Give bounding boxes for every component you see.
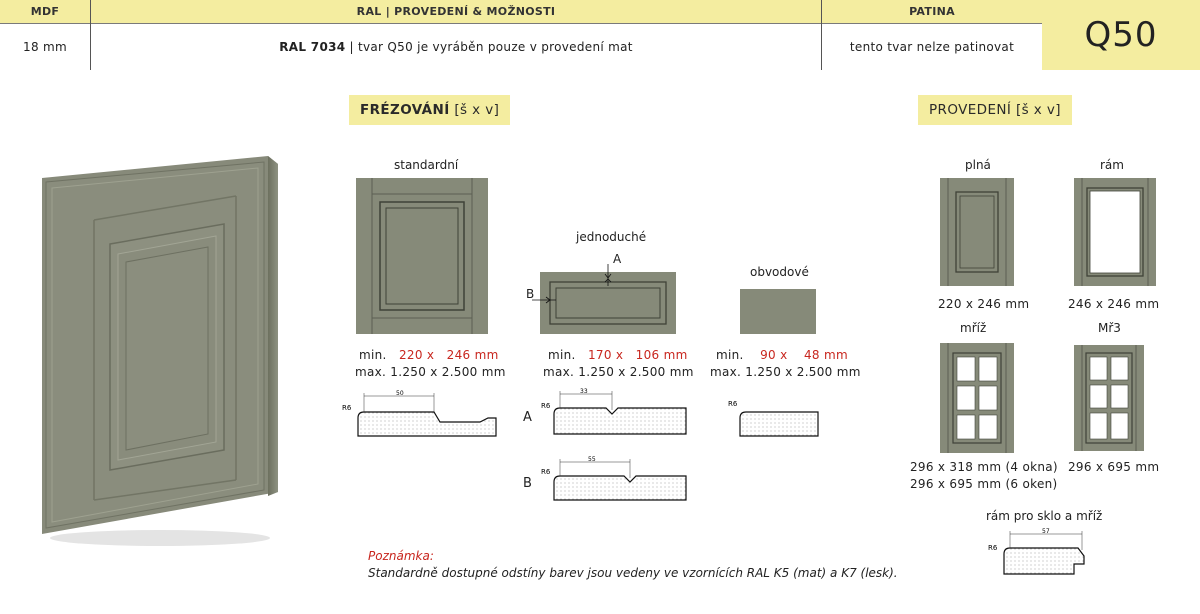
min-prefix: min.	[359, 348, 387, 362]
ral-description: | tvar Q50 je vyráběn pouze v provedení mat	[345, 40, 633, 54]
milling-title	[349, 95, 510, 125]
design-frame-size: 246 x 246 mm	[1068, 297, 1160, 311]
milling-simple-max: max. 1.250 x 2.500 mm	[543, 365, 694, 379]
milling-standard-label: standardní	[394, 158, 459, 172]
thickness-value: 18 mm	[23, 40, 67, 54]
header-ral: RAL | PROVEDENÍ & MOŽNOSTI	[356, 5, 556, 18]
profile-simple-b-dim: 55	[588, 456, 596, 463]
profile-r6: R6	[541, 468, 551, 476]
milling-standard-max: max. 1.250 x 2.500 mm	[355, 365, 506, 379]
milling-simple-diagram	[520, 252, 680, 334]
design-solid-diagram	[940, 178, 1014, 286]
table-divider	[90, 0, 91, 70]
design-frame-diagram	[1074, 178, 1156, 286]
ral-value	[91, 24, 821, 70]
milling-simple-label: jednoduché	[576, 230, 647, 244]
milling-standard-diagram	[356, 178, 488, 334]
milling-title-suffix: [š x v]	[449, 102, 500, 118]
frame-profile-dim: 57	[1042, 528, 1050, 535]
spec-table	[0, 0, 1042, 70]
profile-label-b: B	[523, 476, 532, 491]
design-title-suffix: [š x v]	[1011, 102, 1061, 118]
door-render-image	[30, 150, 290, 550]
frame-profile-drawing	[986, 524, 1098, 580]
min-prefix: min.	[716, 348, 744, 362]
milling-simple-min	[548, 348, 688, 362]
design-grid3-size: 296 x 695 mm	[1068, 460, 1160, 474]
table-divider	[821, 0, 822, 70]
shape-code: Q50	[1042, 0, 1200, 70]
profile-standard-drawing	[340, 388, 500, 444]
design-frame-label: rám	[1100, 158, 1124, 172]
min-prefix: min.	[548, 348, 576, 362]
note-title: Poznámka:	[368, 549, 434, 563]
milling-standard-min	[359, 348, 499, 362]
design-solid-size: 220 x 246 mm	[938, 297, 1030, 311]
min-height: 106 mm	[635, 348, 688, 362]
profile-r6: R6	[342, 404, 352, 412]
header-mdf: MDF	[30, 5, 60, 18]
milling-simple-marker-a: A	[613, 252, 622, 266]
note-text: Standardně dostupné odstíny barev jsou vedeny ve vzornících RAL K5 (mat) a K7 (lesk).	[368, 566, 898, 580]
profile-label-a: A	[523, 410, 532, 425]
min-width: 170 x	[588, 348, 624, 362]
design-grid-size-2: 296 x 695 mm (6 oken)	[910, 477, 1058, 491]
profile-simple-a-drawing	[540, 388, 690, 438]
frame-profile-r6: R6	[988, 544, 998, 552]
milling-edge-min	[716, 348, 848, 362]
design-title-text: PROVEDENÍ	[929, 102, 1012, 118]
design-solid-label: plná	[965, 158, 991, 172]
design-title	[918, 95, 1072, 125]
profile-edge-drawing	[726, 394, 826, 440]
design-grid-diagram	[940, 343, 1014, 453]
profile-standard-dim: 50	[396, 390, 404, 397]
min-height: 48 mm	[803, 348, 848, 362]
milling-edge-diagram	[740, 289, 816, 334]
design-grid-size-1: 296 x 318 mm (4 okna)	[910, 460, 1058, 474]
min-width: 90 x	[760, 348, 788, 362]
milling-edge-max: max. 1.250 x 2.500 mm	[710, 365, 861, 379]
profile-simple-a-dim: 33	[580, 388, 588, 395]
profile-simple-b-drawing	[540, 454, 690, 504]
min-width: 220 x	[399, 348, 435, 362]
milling-simple-marker-b: B	[526, 287, 535, 301]
patina-value: tento tvar nelze patinovat	[849, 40, 1015, 54]
note	[368, 548, 898, 582]
milling-edge-label: obvodové	[750, 265, 809, 279]
design-grid-label: mříž	[960, 321, 987, 335]
profile-r6: R6	[728, 400, 738, 408]
milling-title-text: FRÉZOVÁNÍ	[360, 102, 450, 118]
profile-r6: R6	[541, 402, 551, 410]
frame-profile-label: rám pro sklo a mříž	[986, 509, 1103, 523]
ral-code: RAL 7034	[279, 40, 346, 54]
design-grid3-label: Mř3	[1098, 321, 1121, 335]
header-patina: PATINA	[909, 5, 955, 18]
design-grid3-diagram	[1074, 345, 1144, 451]
min-height: 246 mm	[446, 348, 499, 362]
